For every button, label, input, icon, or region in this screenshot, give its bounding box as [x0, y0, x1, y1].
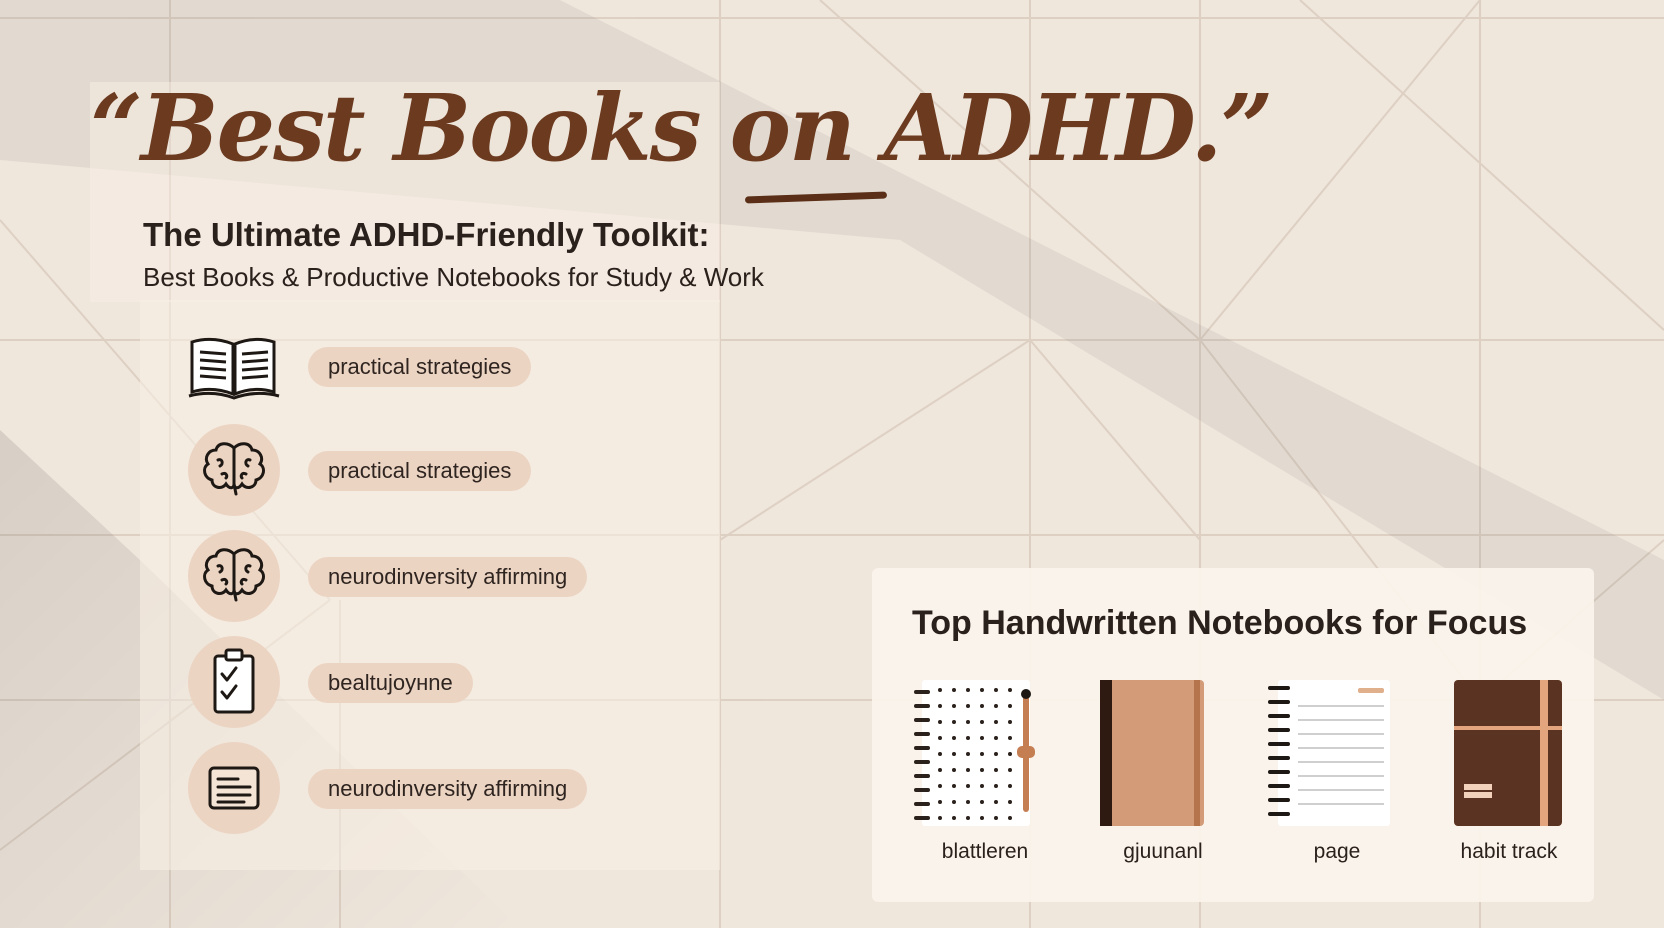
- notebook-item: [1262, 674, 1412, 874]
- lined-page-notebook-icon: [1262, 674, 1412, 834]
- notepad-icon: [188, 742, 280, 834]
- notebooks-card: [872, 568, 1594, 902]
- feature-item: [188, 320, 648, 412]
- habit-tracker-notebook-icon: [1434, 674, 1584, 834]
- notebook-label: habit track: [1460, 840, 1558, 863]
- feature-label: neurodinversity affirming: [308, 557, 587, 597]
- feature-label: practical strategies: [308, 451, 531, 491]
- toolkit-heading: The Ultimate ADHD-Friendly Toolkit:: [143, 216, 710, 253]
- feature-item: [188, 424, 648, 516]
- page-title: “Best Books on ADHD.”: [90, 74, 1272, 182]
- notebook-item: [1434, 674, 1584, 874]
- feature-item: [188, 742, 648, 834]
- feature-item: [188, 636, 648, 728]
- feature-label: practical strategies: [308, 347, 531, 387]
- feature-item: [188, 530, 648, 622]
- notebooks-title: Top Handwritten Notebooks for Focus: [912, 604, 1528, 642]
- toolkit-subheading: Best Books & Productive Notebooks for Study & Work: [143, 262, 764, 292]
- leather-journal-icon: [1088, 674, 1238, 834]
- notebook-item: [1088, 674, 1238, 874]
- brain-icon: [188, 424, 280, 516]
- notebook-item: [910, 674, 1060, 874]
- brain-icon: [188, 530, 280, 622]
- feature-label: bealtujoyн⁠ne: [308, 663, 473, 703]
- notebook-label: gjuunanl: [1123, 840, 1203, 863]
- open-book-icon: [188, 320, 280, 412]
- clipboard-checklist-icon: [188, 636, 280, 728]
- notebook-label: page: [1313, 840, 1361, 863]
- feature-label: neurodinversity affirming: [308, 769, 587, 809]
- dot-grid-notebook-icon: [910, 674, 1060, 834]
- notebook-label: blattleren: [941, 840, 1029, 863]
